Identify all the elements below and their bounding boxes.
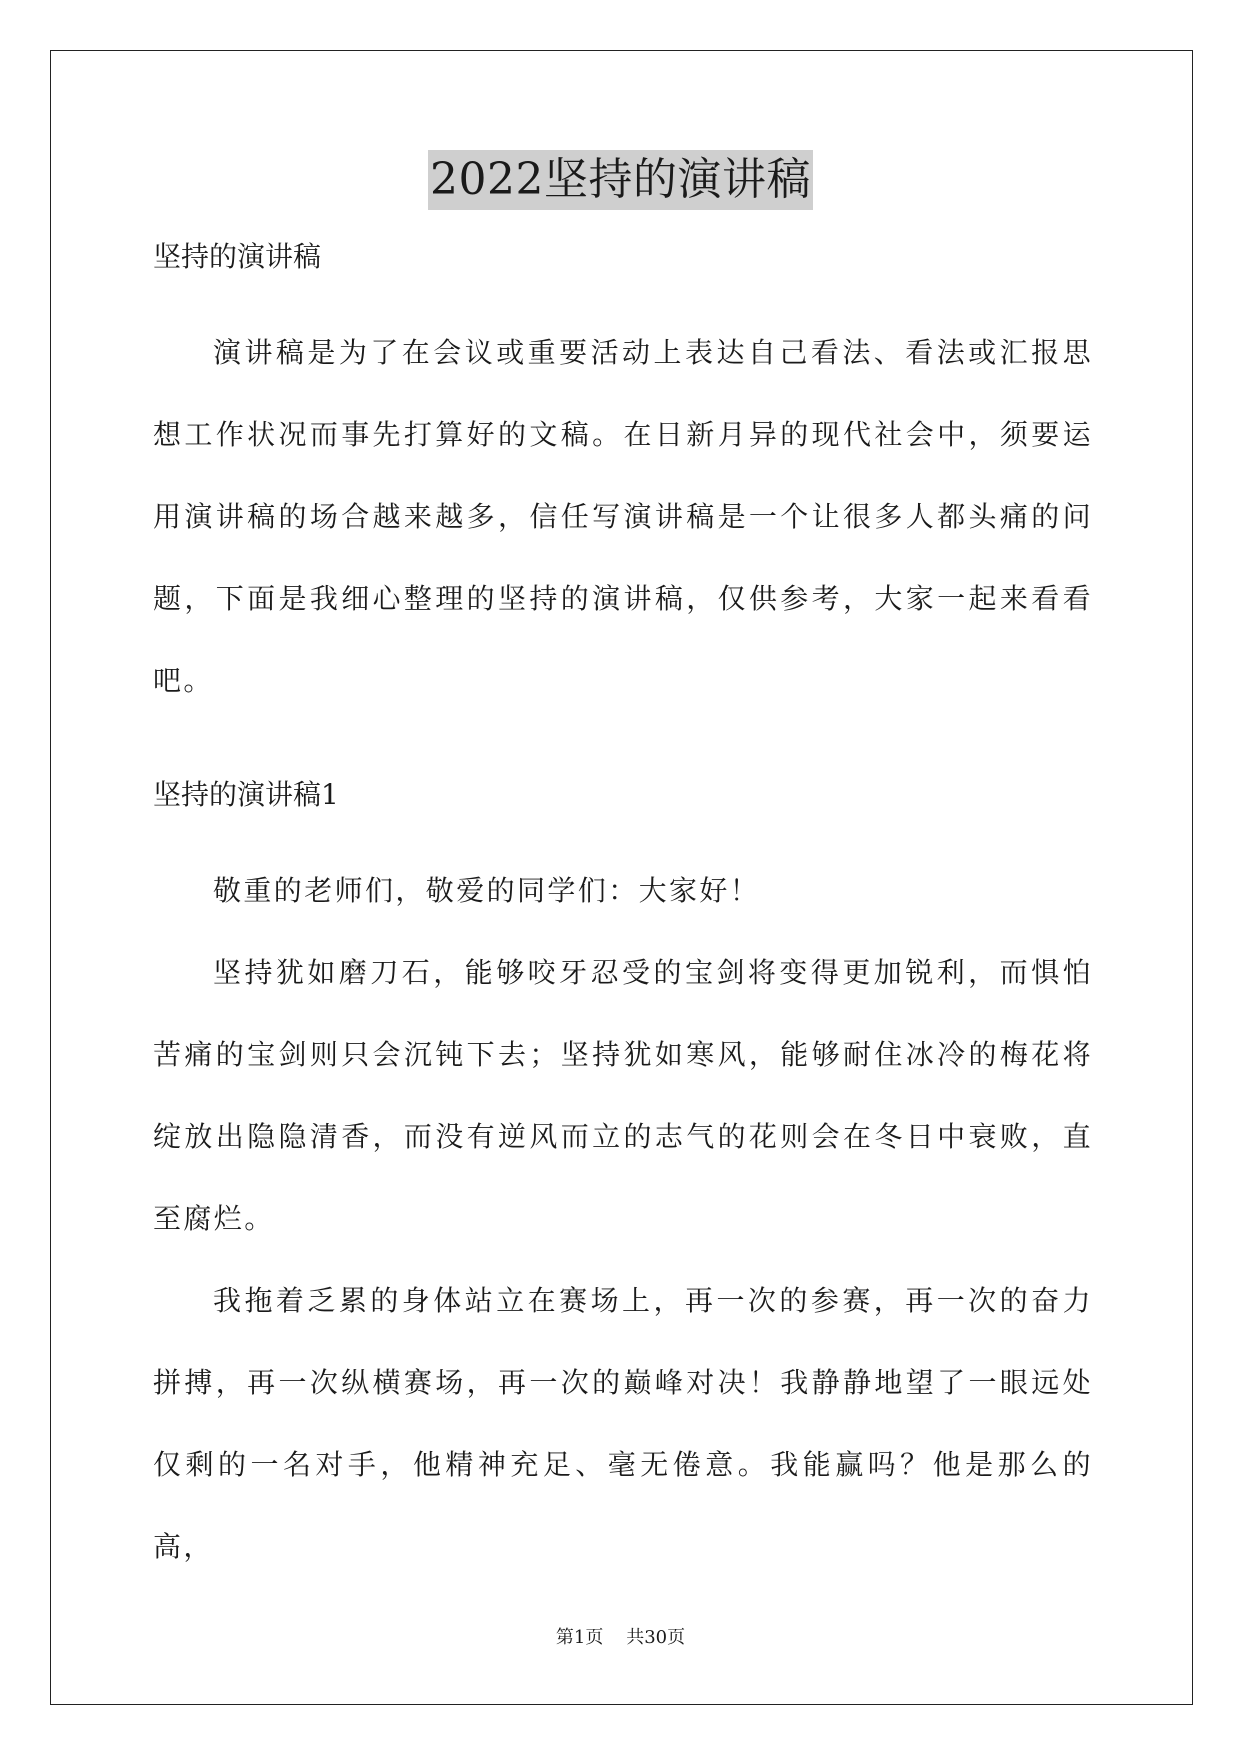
intro-paragraph: 演讲稿是为了在会议或重要活动上表达自己看法、看法或汇报思想工作状况而事先打算好的文稿。在日新月异的现代社会中，须要运用演讲稿的场合越来越多，信任写演讲稿是一个让很多人都头痛的问题，下面是我细心整理的坚持的演讲稿，仅供参考，大家一起来看看吧。 [153,336,1093,697]
body-paragraph: 坚持犹如磨刀石，能够咬牙忍受的宝剑将变得更加锐利，而惧怕苦痛的宝剑则只会沉钝下去；坚持犹如寒风，能够耐住冰冷的梅花将绽放出隐隐清香，而没有逆风而立的志气的花则会在冬日中衰败，直至腐烂。 [153,956,1093,1235]
greeting-paragraph: 敬重的老师们，敬爱的同学们：大家好！ [213,874,761,907]
intro-heading: 坚持的演讲稿 [153,240,322,273]
page-number: 第1页 [555,1627,604,1648]
page-total: 共30页 [626,1627,686,1648]
page-footer [0,1623,1241,1649]
document-body [153,232,1093,1588]
body-paragraph: 我拖着乏累的身体站立在赛场上，再一次的参赛，再一次的奋力拼搏，再一次纵横赛场，再一次的巅峰对决！我静静地望了一眼远处仅剩的一名对手，他精神充足、毫无倦意。我能赢吗？他是那么的高， [153,1284,1093,1563]
section-heading: 坚持的演讲稿1 [153,778,339,811]
document-title: 2022坚持的演讲稿 [428,150,813,210]
title-container [0,150,1241,210]
